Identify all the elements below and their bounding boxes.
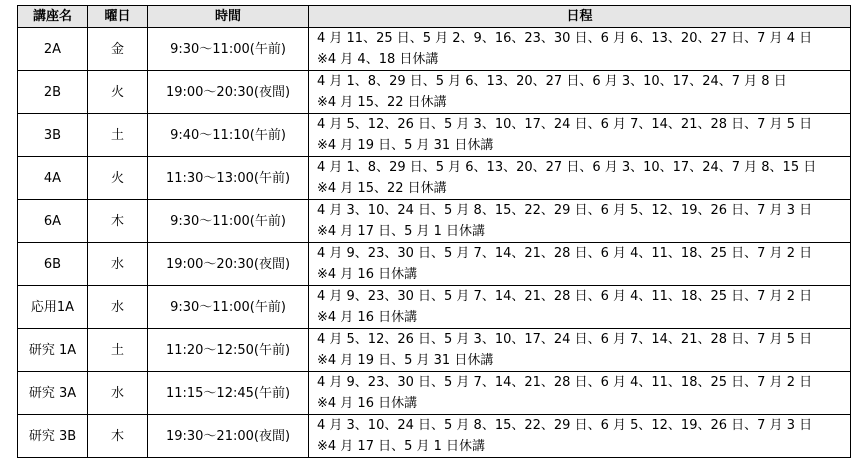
class-time: 11:30～13:00(午前) — [148, 157, 309, 200]
course-name: 6A — [18, 200, 88, 243]
class-time: 19:00～20:30(夜間) — [148, 243, 309, 286]
cancellation-note: ※4 月 16 日休講 — [317, 267, 418, 282]
table-row — [18, 372, 851, 415]
cancellation-note: ※4 月 16 日休講 — [317, 310, 418, 325]
cancellation-note: ※4 月 16 日休講 — [317, 396, 418, 411]
table-row — [18, 329, 851, 372]
table-row — [18, 114, 851, 157]
class-time: 9:40～11:10(午前) — [148, 114, 309, 157]
cancellation-note: ※4 月 17 日、5 月 1 日休講 — [317, 439, 486, 454]
schedule-table — [17, 5, 851, 458]
course-name: 応用1A — [18, 286, 88, 329]
class-time: 9:30～11:00(午前) — [148, 200, 309, 243]
weekday: 水 — [88, 243, 148, 286]
schedule-cell — [309, 114, 851, 157]
cancellation-note: ※4 月 17 日、5 月 1 日休講 — [317, 224, 486, 239]
schedule-dates: 4 月 5、12、26 日、5 月 3、10、17、24 日、6 月 7、14、21、28 日、7 月 5 日 — [317, 332, 813, 347]
schedule-dates: 4 月 1、8、29 日、5 月 6、13、20、27 日、6 月 3、10、17、24、7 月 8 日 — [317, 74, 787, 89]
schedule-cell — [309, 243, 851, 286]
course-name: 研究 3B — [18, 415, 88, 458]
course-name: 4A — [18, 157, 88, 200]
cancellation-note: ※4 月 15、22 日休講 — [317, 95, 447, 110]
header-course-name: 講座名 — [18, 6, 88, 28]
course-name: 研究 1A — [18, 329, 88, 372]
weekday: 木 — [88, 200, 148, 243]
weekday: 火 — [88, 71, 148, 114]
schedule-dates: 4 月 9、23、30 日、5 月 7、14、21、28 日、6 月 4、11、18、25 日、7 月 2 日 — [317, 375, 813, 390]
schedule-dates: 4 月 3、10、24 日、5 月 8、15、22、29 日、6 月 5、12、19、26 日、7 月 3 日 — [317, 203, 813, 218]
schedule-cell — [309, 372, 851, 415]
schedule-cell — [309, 200, 851, 243]
cancellation-note: ※4 月 4、18 日休講 — [317, 52, 439, 67]
weekday: 火 — [88, 157, 148, 200]
weekday: 水 — [88, 286, 148, 329]
table-row — [18, 415, 851, 458]
schedule-cell — [309, 415, 851, 458]
schedule-cell — [309, 157, 851, 200]
schedule-cell — [309, 286, 851, 329]
cancellation-note: ※4 月 19 日、5 月 31 日休講 — [317, 138, 494, 153]
schedule-cell — [309, 71, 851, 114]
schedule-dates: 4 月 9、23、30 日、5 月 7、14、21、28 日、6 月 4、11、18、25 日、7 月 2 日 — [317, 289, 813, 304]
table-row — [18, 157, 851, 200]
class-time: 19:30～21:00(夜間) — [148, 415, 309, 458]
class-time: 9:30～11:00(午前) — [148, 28, 309, 71]
table-row — [18, 71, 851, 114]
weekday: 土 — [88, 329, 148, 372]
cancellation-note: ※4 月 15、22 日休講 — [317, 181, 447, 196]
course-name: 2A — [18, 28, 88, 71]
table-row — [18, 243, 851, 286]
class-time: 19:00～20:30(夜間) — [148, 71, 309, 114]
table-body — [18, 28, 851, 458]
header-schedule: 日程 — [309, 6, 851, 28]
class-time: 11:15～12:45(午前) — [148, 372, 309, 415]
table-header — [18, 6, 851, 28]
schedule-dates: 4 月 1、8、29 日、5 月 6、13、20、27 日、6 月 3、10、17、24、7 月 8、15 日 — [317, 160, 817, 175]
table-row — [18, 286, 851, 329]
weekday: 水 — [88, 372, 148, 415]
course-name: 研究 3A — [18, 372, 88, 415]
course-name: 3B — [18, 114, 88, 157]
header-time: 時間 — [148, 6, 309, 28]
weekday: 木 — [88, 415, 148, 458]
course-name: 2B — [18, 71, 88, 114]
schedule-dates: 4 月 3、10、24 日、5 月 8、15、22、29 日、6 月 5、12、19、26 日、7 月 3 日 — [317, 418, 813, 433]
course-name: 6B — [18, 243, 88, 286]
weekday: 金 — [88, 28, 148, 71]
schedule-dates: 4 月 11、25 日、5 月 2、9、16、23、30 日、6 月 6、13、20、27 日、7 月 4 日 — [317, 31, 813, 46]
header-weekday: 曜日 — [88, 6, 148, 28]
table-row — [18, 200, 851, 243]
header-row — [18, 6, 851, 28]
cancellation-note: ※4 月 19 日、5 月 31 日休講 — [317, 353, 494, 368]
weekday: 土 — [88, 114, 148, 157]
table-row — [18, 28, 851, 71]
schedule-dates: 4 月 5、12、26 日、5 月 3、10、17、24 日、6 月 7、14、21、28 日、7 月 5 日 — [317, 117, 813, 132]
schedule-dates: 4 月 9、23、30 日、5 月 7、14、21、28 日、6 月 4、11、18、25 日、7 月 2 日 — [317, 246, 813, 261]
class-time: 11:20～12:50(午前) — [148, 329, 309, 372]
schedule-cell — [309, 329, 851, 372]
class-time: 9:30～11:00(午前) — [148, 286, 309, 329]
schedule-cell — [309, 28, 851, 71]
